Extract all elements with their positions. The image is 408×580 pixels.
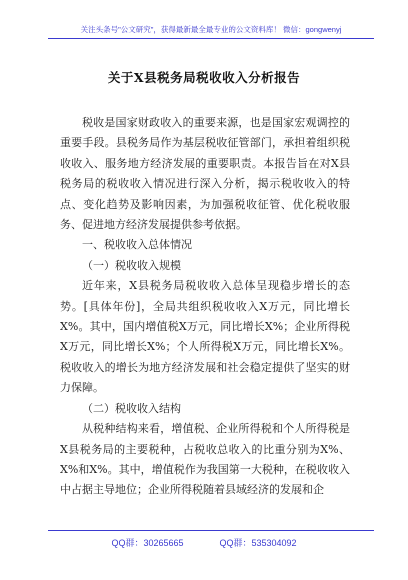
- section-heading-1: 一、税收收入总体情况: [82, 238, 192, 252]
- footer-contacts: [0, 536, 408, 549]
- document-body: [60, 113, 350, 501]
- subsection-heading-2: （二）税收收入结构: [82, 401, 181, 415]
- subsection-heading-1: （一）税收收入规模: [82, 258, 181, 272]
- header-notice: 关注头条号"公文研究"，获得最新最全最专业的公文资料库！ 微信：gongwenyj: [80, 25, 342, 34]
- header-divider: [48, 38, 374, 39]
- paragraph-scale: 近年来，X县税务局税收收入总体呈现稳步增长的态势。[具体年份]，全局共组织税收收入X万元，同比增长X%。其中，国内增值税X万元，同比增长X%；企业所得税X万元，同比增长X%；个人所得税X万元，同比增长X%。税收收入的增长为地方经济发展和社会稳定提供了坚实的财力保障。: [60, 279, 350, 395]
- paragraph-structure: 从税种结构来看，增值税、企业所得税和个人所得税是X县税务局的主要税种，占税收总收入的比重分别为X%、X%和X%。其中，增值税作为我国第一大税种，在税收收入中占据主导地位；企业所得税随着县域经济的发展和企: [60, 422, 350, 497]
- footer-qq-group-1: QQ群：30265665: [111, 538, 184, 548]
- paragraph-intro: 税收是国家财政收入的重要来源，也是国家宏观调控的重要手段。县税务局作为基层税收征管部门，承担着组织税收收入、服务地方经济发展的重要职责。本报告旨在对X县税务局的税收收入情况进行深入分析，揭示税收收入的特点、变化趋势及影响因素，为加强税收征管、优化税收服务、促进地方经济发展提供参考依据。: [60, 116, 350, 232]
- page-title: 关于X县税务局税收收入分析报告: [107, 70, 301, 85]
- footer-divider: [48, 530, 374, 531]
- footer-qq-group-2: QQ群：535304092: [219, 538, 297, 548]
